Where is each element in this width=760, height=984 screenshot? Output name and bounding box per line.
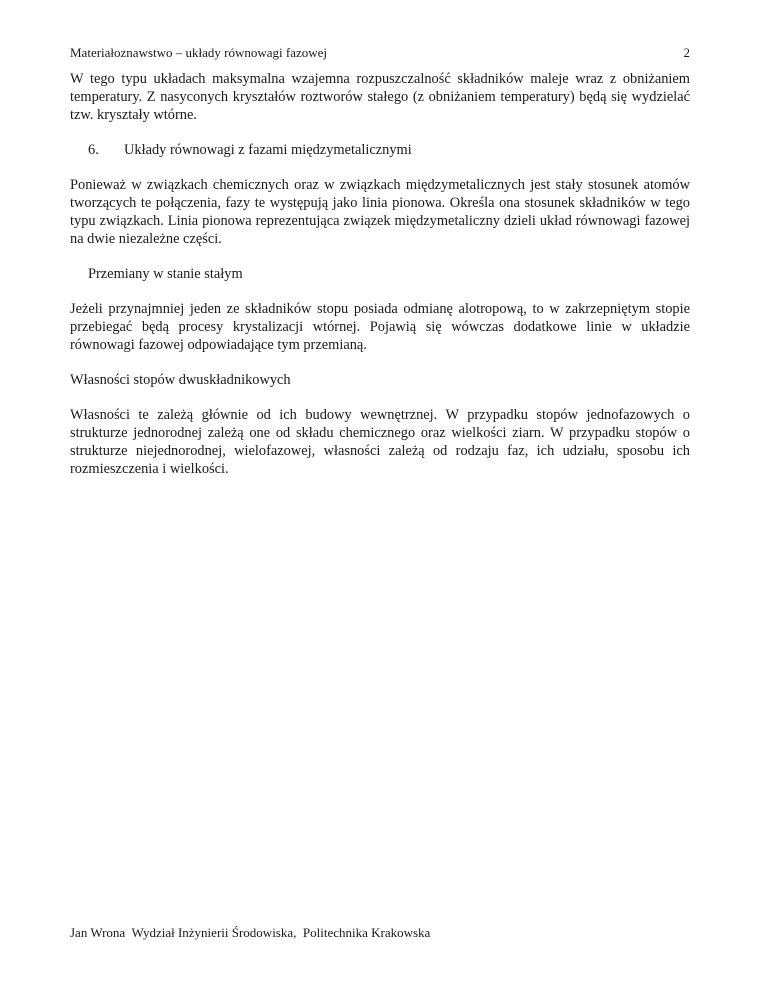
page-footer: Jan Wrona Wydział Inżynierii Środowiska, Politechnika Krakowska <box>70 925 431 940</box>
page-number: 2 <box>683 45 690 60</box>
paragraph-solubility: W tego typu układach maksymalna wzajemna rozpuszczalność składników maleje wraz z obniżaniem temperatury. Z nasyconych kryształów roztworów stałego (z obniżaniem temperatury) będą się wydzielać tzw. kryształy wtórne. <box>70 71 690 123</box>
section-title: Układy równowagi z fazami międzymetalicznymi <box>124 142 412 158</box>
heading-properties: Własności stopów dwuskładnikowych <box>70 372 291 388</box>
paragraph-properties: Własności te zależą głównie od ich budowy wewnętrznej. W przypadku stopów jednofazowych o strukturze jednorodnej zależą one od składu chemicznego oraz wielkości ziarn. W przypadku stopów o strukturze niejednorodnej, wielofazowej, własności zależą od rodzaju faz, ich udziału, sposobu ich rozmieszczenia i wielkości. <box>70 407 690 477</box>
document-title: Materiałoznawstwo – układy równowagi fazowej <box>70 45 328 60</box>
paragraph-intermetallic: Ponieważ w związkach chemicznych oraz w związkach międzymetalicznych jest stały stosunek atomów tworzących te połączenia, fazy te występują jako linia pionowa. Określa ona stosunek składników w tego typu związkach. Linia pionowa reprezentująca związek międzymetaliczny dzieli układ równowagi fazowej na dwie niezależne części. <box>70 177 690 247</box>
document-body <box>70 70 690 478</box>
section-heading-6 <box>70 141 690 159</box>
paragraph-allotropic: Jeżeli przynajmniej jeden ze składników stopu posiada odmianę alotropową, to w zakrzepniętym stopie przebiegać będą procesy krystalizacji wtórnej. Pojawią się wówczas dodatkowe linie w układzie równowagi fazowej odpowiadające tym przemianą. <box>70 301 690 353</box>
page-header <box>70 44 690 62</box>
section-number: 6. <box>88 142 99 158</box>
subheading-solid-state: Przemiany w stanie stałym <box>88 266 243 282</box>
